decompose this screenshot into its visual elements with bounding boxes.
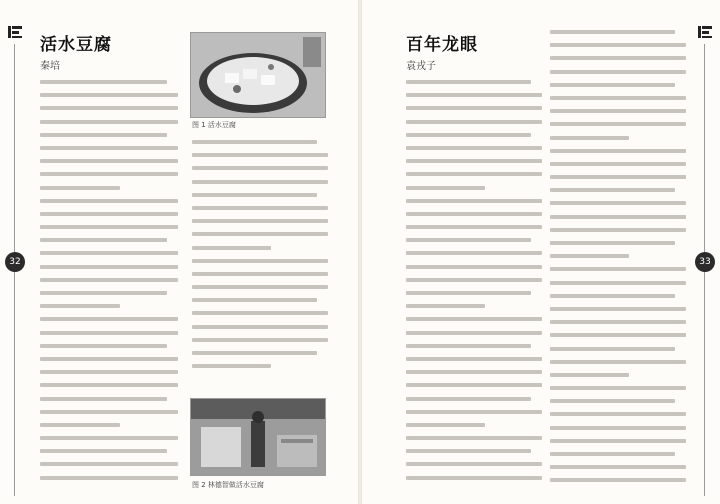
text-line-placeholder — [406, 304, 485, 308]
text-line-placeholder — [40, 344, 167, 348]
text-line-placeholder — [40, 410, 178, 414]
text-line-placeholder — [40, 199, 178, 203]
text-line-placeholder — [40, 383, 178, 387]
text-line-placeholder — [406, 265, 542, 269]
article-author: 秦培 — [40, 61, 60, 72]
text-line-placeholder — [550, 228, 686, 232]
text-line-placeholder — [40, 370, 178, 374]
text-line-placeholder — [192, 325, 328, 329]
text-line-placeholder — [406, 423, 485, 427]
article-column-2 — [550, 30, 686, 496]
text-line-placeholder — [40, 291, 167, 295]
text-line-placeholder — [40, 476, 178, 480]
text-line-placeholder — [406, 251, 542, 255]
text-line-placeholder — [40, 251, 178, 255]
left-margin-strip — [0, 0, 30, 504]
text-line-placeholder — [550, 136, 629, 140]
text-line-placeholder — [550, 360, 686, 364]
text-line-placeholder — [550, 412, 686, 416]
text-line-placeholder — [406, 331, 542, 335]
text-line-placeholder — [550, 386, 686, 390]
text-line-placeholder — [406, 449, 531, 453]
text-line-placeholder — [40, 331, 178, 335]
text-line-placeholder — [550, 188, 675, 192]
text-line-placeholder — [40, 397, 167, 401]
text-line-placeholder — [40, 265, 178, 269]
text-line-placeholder — [550, 294, 675, 298]
text-line-placeholder — [192, 351, 317, 355]
text-line-placeholder — [40, 436, 178, 440]
text-line-placeholder — [406, 370, 542, 374]
text-line-placeholder — [550, 70, 686, 74]
text-line-placeholder — [40, 278, 178, 282]
text-line-placeholder — [550, 452, 675, 456]
text-line-placeholder — [550, 373, 629, 377]
text-line-placeholder — [550, 96, 686, 100]
text-line-placeholder — [406, 344, 531, 348]
text-line-placeholder — [406, 225, 542, 229]
text-line-placeholder — [40, 225, 178, 229]
text-line-placeholder — [406, 291, 531, 295]
page-number: 33 — [695, 252, 715, 272]
right-margin-strip — [690, 0, 720, 504]
text-line-placeholder — [40, 317, 178, 321]
text-line-placeholder — [550, 56, 686, 60]
text-line-placeholder — [550, 162, 686, 166]
text-line-placeholder — [192, 153, 328, 157]
text-line-placeholder — [550, 109, 686, 113]
text-line-placeholder — [40, 462, 178, 466]
text-line-placeholder — [406, 93, 542, 97]
text-line-placeholder — [192, 298, 317, 302]
text-line-placeholder — [406, 159, 542, 163]
text-line-placeholder — [406, 172, 542, 176]
article-column-1 — [406, 80, 542, 496]
left-page — [0, 0, 358, 504]
text-line-placeholder — [40, 172, 178, 176]
text-line-placeholder — [192, 232, 328, 236]
text-line-placeholder — [40, 357, 178, 361]
text-line-placeholder — [40, 212, 178, 216]
text-line-placeholder — [550, 439, 686, 443]
text-line-placeholder — [40, 449, 167, 453]
text-line-placeholder — [550, 465, 686, 469]
article-title: 百年龙眼 — [406, 35, 478, 55]
text-line-placeholder — [192, 246, 271, 250]
text-line-placeholder — [550, 399, 675, 403]
text-line-placeholder — [40, 186, 120, 190]
text-line-placeholder — [40, 304, 120, 308]
text-line-placeholder — [550, 267, 686, 271]
text-line-placeholder — [192, 166, 328, 170]
text-line-placeholder — [406, 80, 531, 84]
text-line-placeholder — [406, 462, 542, 466]
text-line-placeholder — [192, 219, 328, 223]
text-line-placeholder — [550, 122, 686, 126]
text-line-placeholder — [550, 201, 686, 205]
text-line-placeholder — [192, 311, 328, 315]
text-line-placeholder — [406, 397, 531, 401]
text-line-placeholder — [406, 238, 531, 242]
text-line-placeholder — [192, 206, 328, 210]
text-line-placeholder — [406, 357, 542, 361]
text-line-placeholder — [550, 149, 686, 153]
text-line-placeholder — [40, 133, 167, 137]
text-line-placeholder — [406, 436, 542, 440]
text-line-placeholder — [550, 241, 675, 245]
text-line-placeholder — [550, 83, 675, 87]
text-line-placeholder — [406, 186, 485, 190]
text-line-placeholder — [550, 307, 686, 311]
text-line-placeholder — [550, 426, 686, 430]
text-line-placeholder — [192, 338, 328, 342]
text-line-placeholder — [406, 410, 542, 414]
text-line-placeholder — [550, 478, 686, 482]
text-line-placeholder — [406, 476, 542, 480]
text-line-placeholder — [406, 120, 542, 124]
text-line-placeholder — [550, 30, 675, 34]
text-line-placeholder — [40, 159, 178, 163]
text-line-placeholder — [550, 175, 686, 179]
article-column-2 — [192, 140, 328, 390]
photo-workshop — [190, 398, 326, 476]
article-title: 活水豆腐 — [40, 35, 112, 55]
text-line-placeholder — [192, 140, 317, 144]
text-line-placeholder — [406, 212, 542, 216]
text-line-placeholder — [406, 133, 531, 137]
text-line-placeholder — [406, 278, 542, 282]
publication-logo-icon — [697, 24, 713, 40]
photo-tofu-bowl — [190, 32, 326, 118]
text-line-placeholder — [40, 120, 178, 124]
text-line-placeholder — [406, 199, 542, 203]
text-line-placeholder — [406, 106, 542, 110]
text-line-placeholder — [550, 333, 686, 337]
article-column-1 — [40, 80, 178, 494]
text-line-placeholder — [192, 259, 328, 263]
text-line-placeholder — [406, 146, 542, 150]
text-line-placeholder — [192, 364, 271, 368]
text-line-placeholder — [40, 106, 178, 110]
text-line-placeholder — [550, 43, 686, 47]
text-line-placeholder — [550, 215, 686, 219]
text-line-placeholder — [192, 193, 317, 197]
publication-logo-icon — [7, 24, 23, 40]
article-author: 袁戎子 — [406, 61, 436, 72]
text-line-placeholder — [40, 146, 178, 150]
text-line-placeholder — [192, 180, 328, 184]
figure-caption: 图 2 林德智做活水豆腐 — [192, 481, 264, 489]
text-line-placeholder — [40, 423, 120, 427]
text-line-placeholder — [550, 281, 686, 285]
text-line-placeholder — [406, 383, 542, 387]
text-line-placeholder — [40, 93, 178, 97]
page-number: 32 — [5, 252, 25, 272]
text-line-placeholder — [406, 317, 542, 321]
text-line-placeholder — [550, 347, 675, 351]
text-line-placeholder — [192, 285, 328, 289]
text-line-placeholder — [192, 272, 328, 276]
figure-caption: 图 1 活水豆腐 — [192, 121, 236, 129]
right-page — [362, 0, 720, 504]
text-line-placeholder — [40, 80, 167, 84]
text-line-placeholder — [550, 320, 686, 324]
text-line-placeholder — [40, 238, 167, 242]
text-line-placeholder — [550, 254, 629, 258]
